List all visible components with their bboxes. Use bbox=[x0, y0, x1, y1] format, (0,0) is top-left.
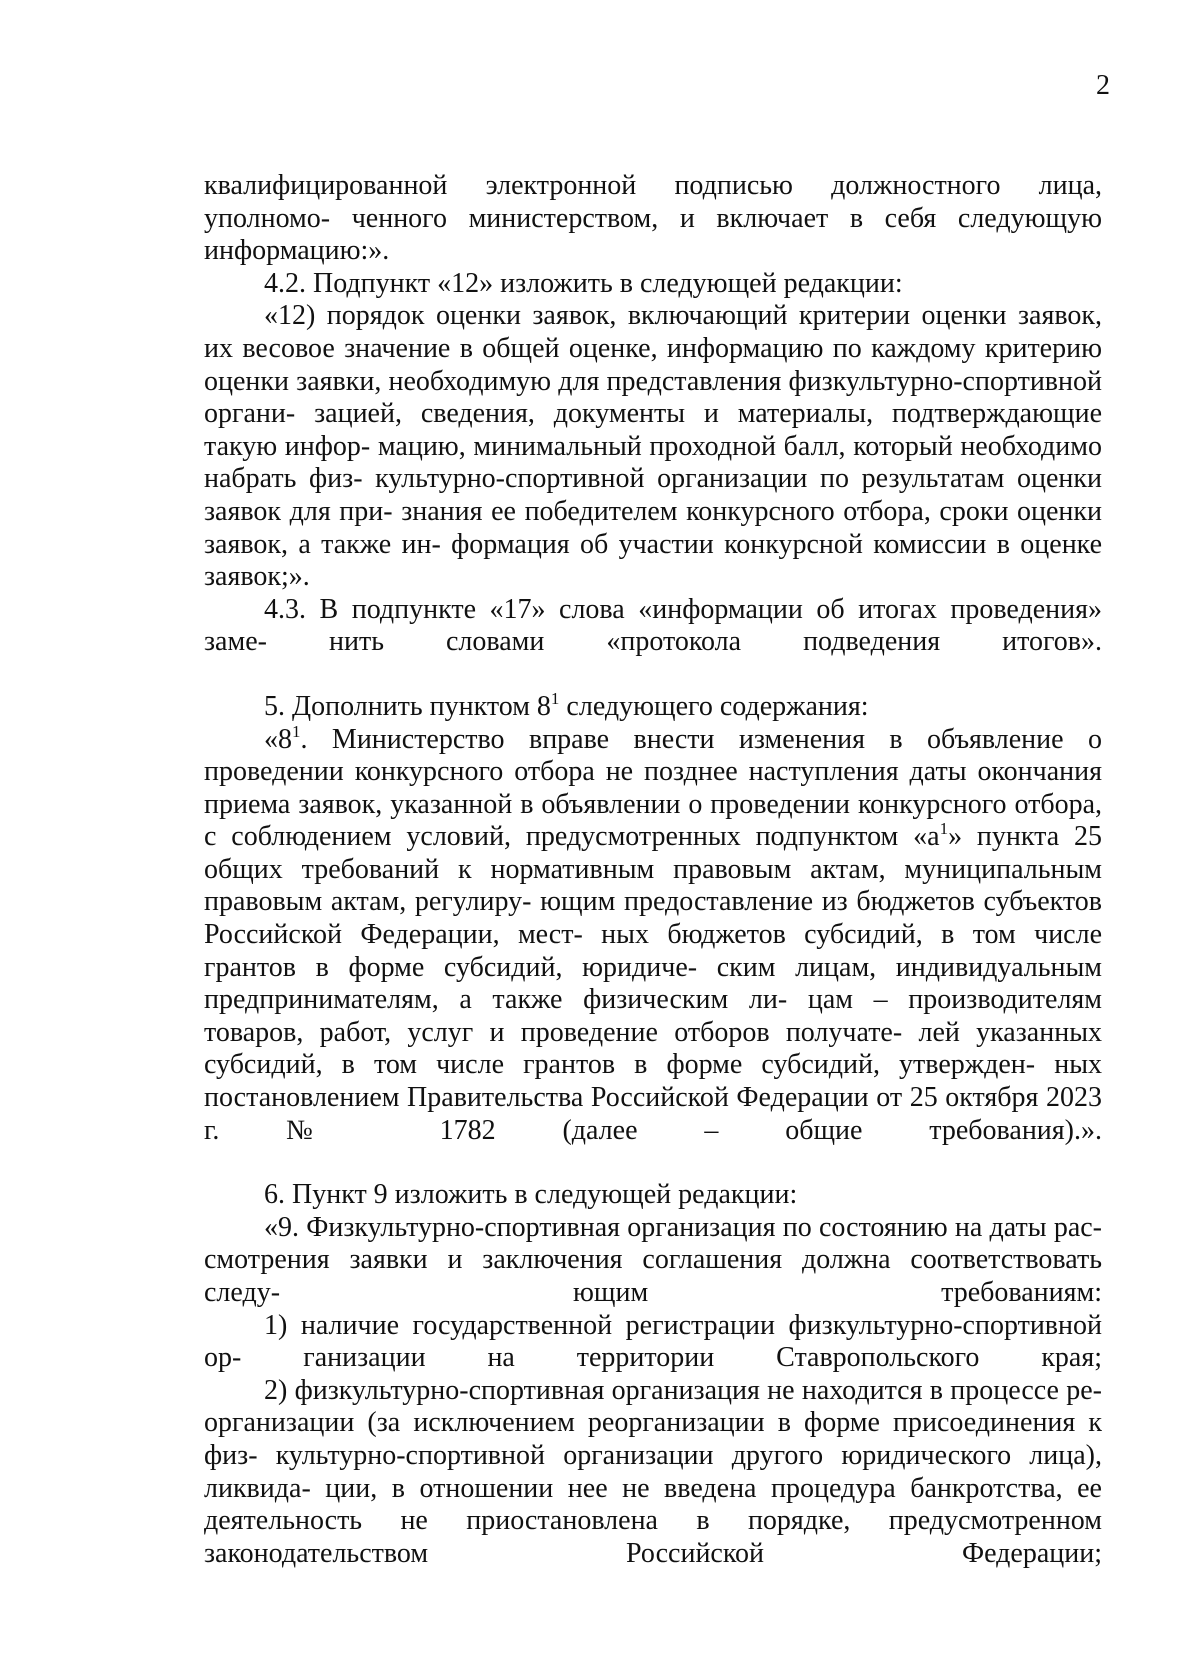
paragraph-6: 6. Пункт 9 изложить в следующей редакции: bbox=[264, 1179, 798, 1211]
paragraph-9-item-2: 2) физкультурно-спортивная организация не находится в процессе ре- организации (за исключением реорганизации в форме присоединения к физ- культурно-спортивной организации другого юридического лица), ликвида- ции, в отношении нее не введена процедура банкротства, ее деятельность не приостановлена в порядке, предусмотренном законодательством Российской Федерации; bbox=[204, 1374, 1103, 1569]
superscript: 1 bbox=[939, 819, 949, 839]
superscript: 1 bbox=[550, 688, 560, 708]
paragraph-9-item-1: 1) наличие государственной регистрации физкультурно-спортивной ор- ганизации на территории Ставропольского края; bbox=[204, 1309, 1103, 1374]
paragraph-9: «9. Физкультурно-спортивная организация по состоянию на даты рас- смотрения заявки и заключения соглашения должна соответствовать следу- ющим требованиям: bbox=[204, 1211, 1102, 1308]
paragraph-5: 5. Дополнить пунктом $8^1$ следующего содержания: bbox=[264, 688, 869, 722]
paragraph-4-3: 4.3. В подпункте «17» слова «информации об итогах проведения» заме- нить словами «протокола подведения итогов». bbox=[204, 593, 1102, 658]
superscript: 1 bbox=[292, 721, 301, 741]
page-number: 2 bbox=[1096, 70, 1110, 101]
document-body bbox=[204, 170, 1102, 1570]
paragraph-4-2: 4.2. Подпункт «12» изложить в следующей редакции: bbox=[264, 267, 903, 299]
paragraph-subitem-12: «12) порядок оценки заявок, включающий критерии оценки заявок, их весовое значение в общей оценке, информацию по каждому критерию оценки заявки, необходимую для представления физкультурно-спортивной органи- зацией, сведения, документы и материалы, подтверждающие такую инфор- мацию, минимальный проходной балл, который необходимо набрать физ- культурно-спортивной организации по результатам оценки заявок для при- знания ее победителем конкурсного отбора, сроки оценки заявок, а также ин- формация об участии конкурсной комиссии в оценке заявок;». bbox=[204, 300, 1103, 593]
paragraph-continuation: квалифицированной электронной подписью должностного лица, уполномо- ченного министерством, и включает в себя следующую информацию:». bbox=[204, 170, 1102, 267]
paragraph-8-1: «$8^1$. Министерство вправе внести изменения в объявление о проведении конкурсного отбора не позднее наступления даты окончания приема заявок, указанной в объявлении о проведении конкурсного отбора, с соблюдением условий, предусмотренных подпунктом «$а^1$» пункта 25 общих требований к нормативным правовым актам, муниципальным правовым актам, регулиру- ющим предоставление из бюджетов субъектов Российской Федерации, мест- ных бюджетов субсидий, в том числе грантов в форме субсидий, юридиче- ским лицам, индивидуальным предпринимателям, а также физическим ли- цам – производителям товаров, работ, услуг и проведение отборов получате- лей указанных субсидий, в том числе грантов в форме субсидий, утвержден- ных постановлением Правительства Российской Федерации от 25 октября 2023 г. № 1782 (далее – общие требования).». bbox=[204, 721, 1103, 1146]
